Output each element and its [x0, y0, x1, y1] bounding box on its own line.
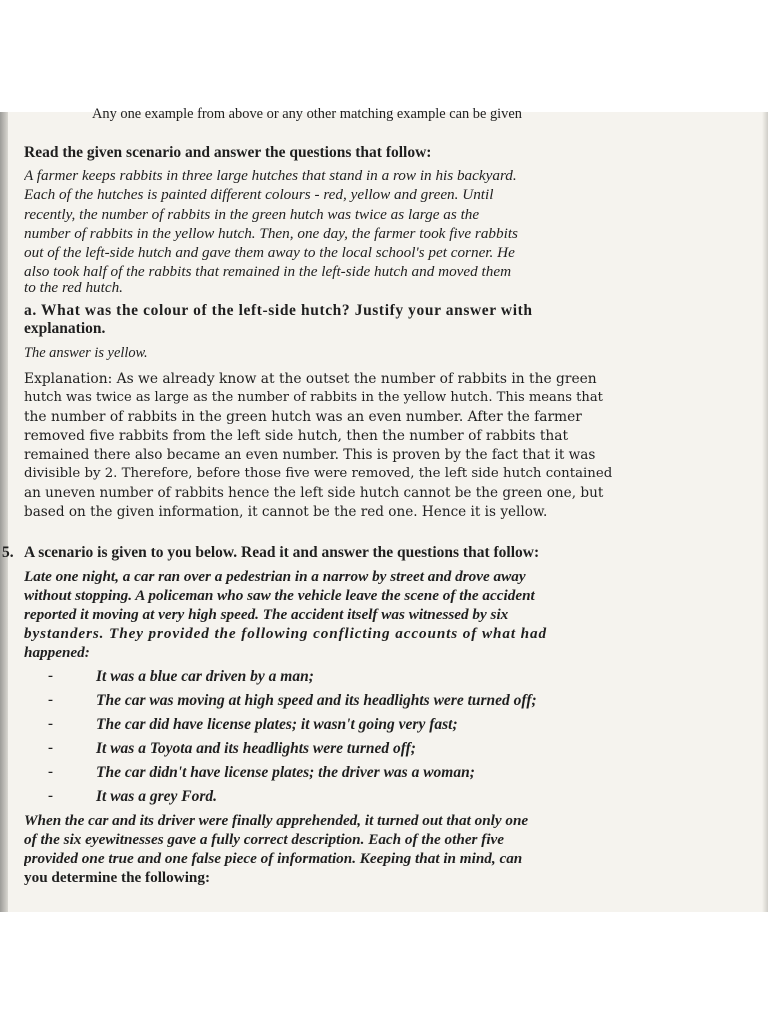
bullet-dash: - [48, 668, 53, 684]
explanation-line: based on the given information, it cannot be the red one. Hence it is yellow. [24, 504, 548, 520]
scenario1-line: recently, the number of rabbits in the green hutch was twice as large as the [24, 206, 480, 223]
witness-account: It was a blue car driven by a man; [96, 668, 314, 685]
closing-line: of the six eyewitnesses gave a fully correct description. Each of the other five [24, 831, 505, 848]
page-right-shadow [762, 112, 768, 912]
scenario2-line: bystanders. They provided the following conflicting accounts of what had [24, 625, 547, 642]
bullet-dash: - [48, 692, 53, 708]
scenario1-line: Each of the hutches is painted different colours - red, yellow and green. Until [24, 186, 494, 203]
scenario1-line: to the red hutch. [24, 279, 123, 296]
scenario1-line: A farmer keeps rabbits in three large hutches that stand in a row in his backyard. [24, 167, 517, 184]
scenario2-line: reported it moving at very high speed. The accident itself was witnessed by six [24, 606, 509, 623]
witness-account: It was a Toyota and its headlights were turned off; [96, 740, 416, 757]
explanation-line: remained there also became an even number. This is proven by the fact that it was [24, 447, 596, 463]
explanation-line: divisible by 2. Therefore, before those five were removed, the left side hutch contained [24, 466, 613, 481]
top-note: Any one example from above or any other matching example can be given [92, 106, 522, 122]
explanation-line: Explanation: As we already know at the outset the number of rabbits in the green [24, 371, 597, 387]
question-a: explanation. [24, 320, 106, 337]
witness-account: It was a grey Ford. [96, 788, 217, 805]
explanation-line: an uneven number of rabbits hence the left side hutch cannot be the green one, but [24, 485, 604, 501]
question5-heading: A scenario is given to you below. Read it and answer the questions that follow: [24, 544, 540, 561]
scenario2-line: Late one night, a car ran over a pedestrian in a narrow by street and drove away [24, 568, 526, 585]
question-a: a. What was the colour of the left-side hutch? Justify your answer with [24, 302, 533, 319]
section-heading: Read the given scenario and answer the questions that follow: [24, 144, 432, 161]
bullet-dash: - [48, 788, 53, 804]
scenario1-line: also took half of the rabbits that remained in the left-side hutch and moved them [24, 263, 512, 280]
closing-line: provided one true and one false piece of information. Keeping that in mind, can [24, 850, 523, 867]
explanation-line: hutch was twice as large as the number of rabbits in the yellow hutch. This means that [24, 390, 603, 405]
scenario1-line: number of rabbits in the yellow hutch. Then, one day, the farmer took five rabbits [24, 225, 518, 242]
scenario1-line: out of the left-side hutch and gave them away to the local school's pet corner. He [24, 244, 515, 261]
bullet-dash: - [48, 764, 53, 780]
witness-account: The car didn't have license plates; the driver was a woman; [96, 764, 475, 781]
witness-account: The car did have license plates; it wasn't going very fast; [96, 716, 458, 733]
explanation-line: removed five rabbits from the left side hutch, then the number of rabbits that [24, 428, 569, 444]
closing-line: you determine the following: [24, 869, 211, 886]
bullet-dash: - [48, 740, 53, 756]
scenario2-line: without stopping. A policeman who saw the vehicle leave the scene of the accident [24, 587, 535, 604]
page-left-shadow [0, 112, 8, 912]
scenario2-line: happened: [24, 644, 90, 661]
explanation-line: the number of rabbits in the green hutch was an even number. After the farmer [24, 409, 582, 425]
answer-text: The answer is yellow. [24, 345, 148, 361]
closing-line: When the car and its driver were finally apprehended, it turned out that only one [24, 812, 529, 829]
witness-account: The car was moving at high speed and its headlights were turned off; [96, 692, 537, 709]
question-number: 5. [2, 544, 14, 561]
bullet-dash: - [48, 716, 53, 732]
